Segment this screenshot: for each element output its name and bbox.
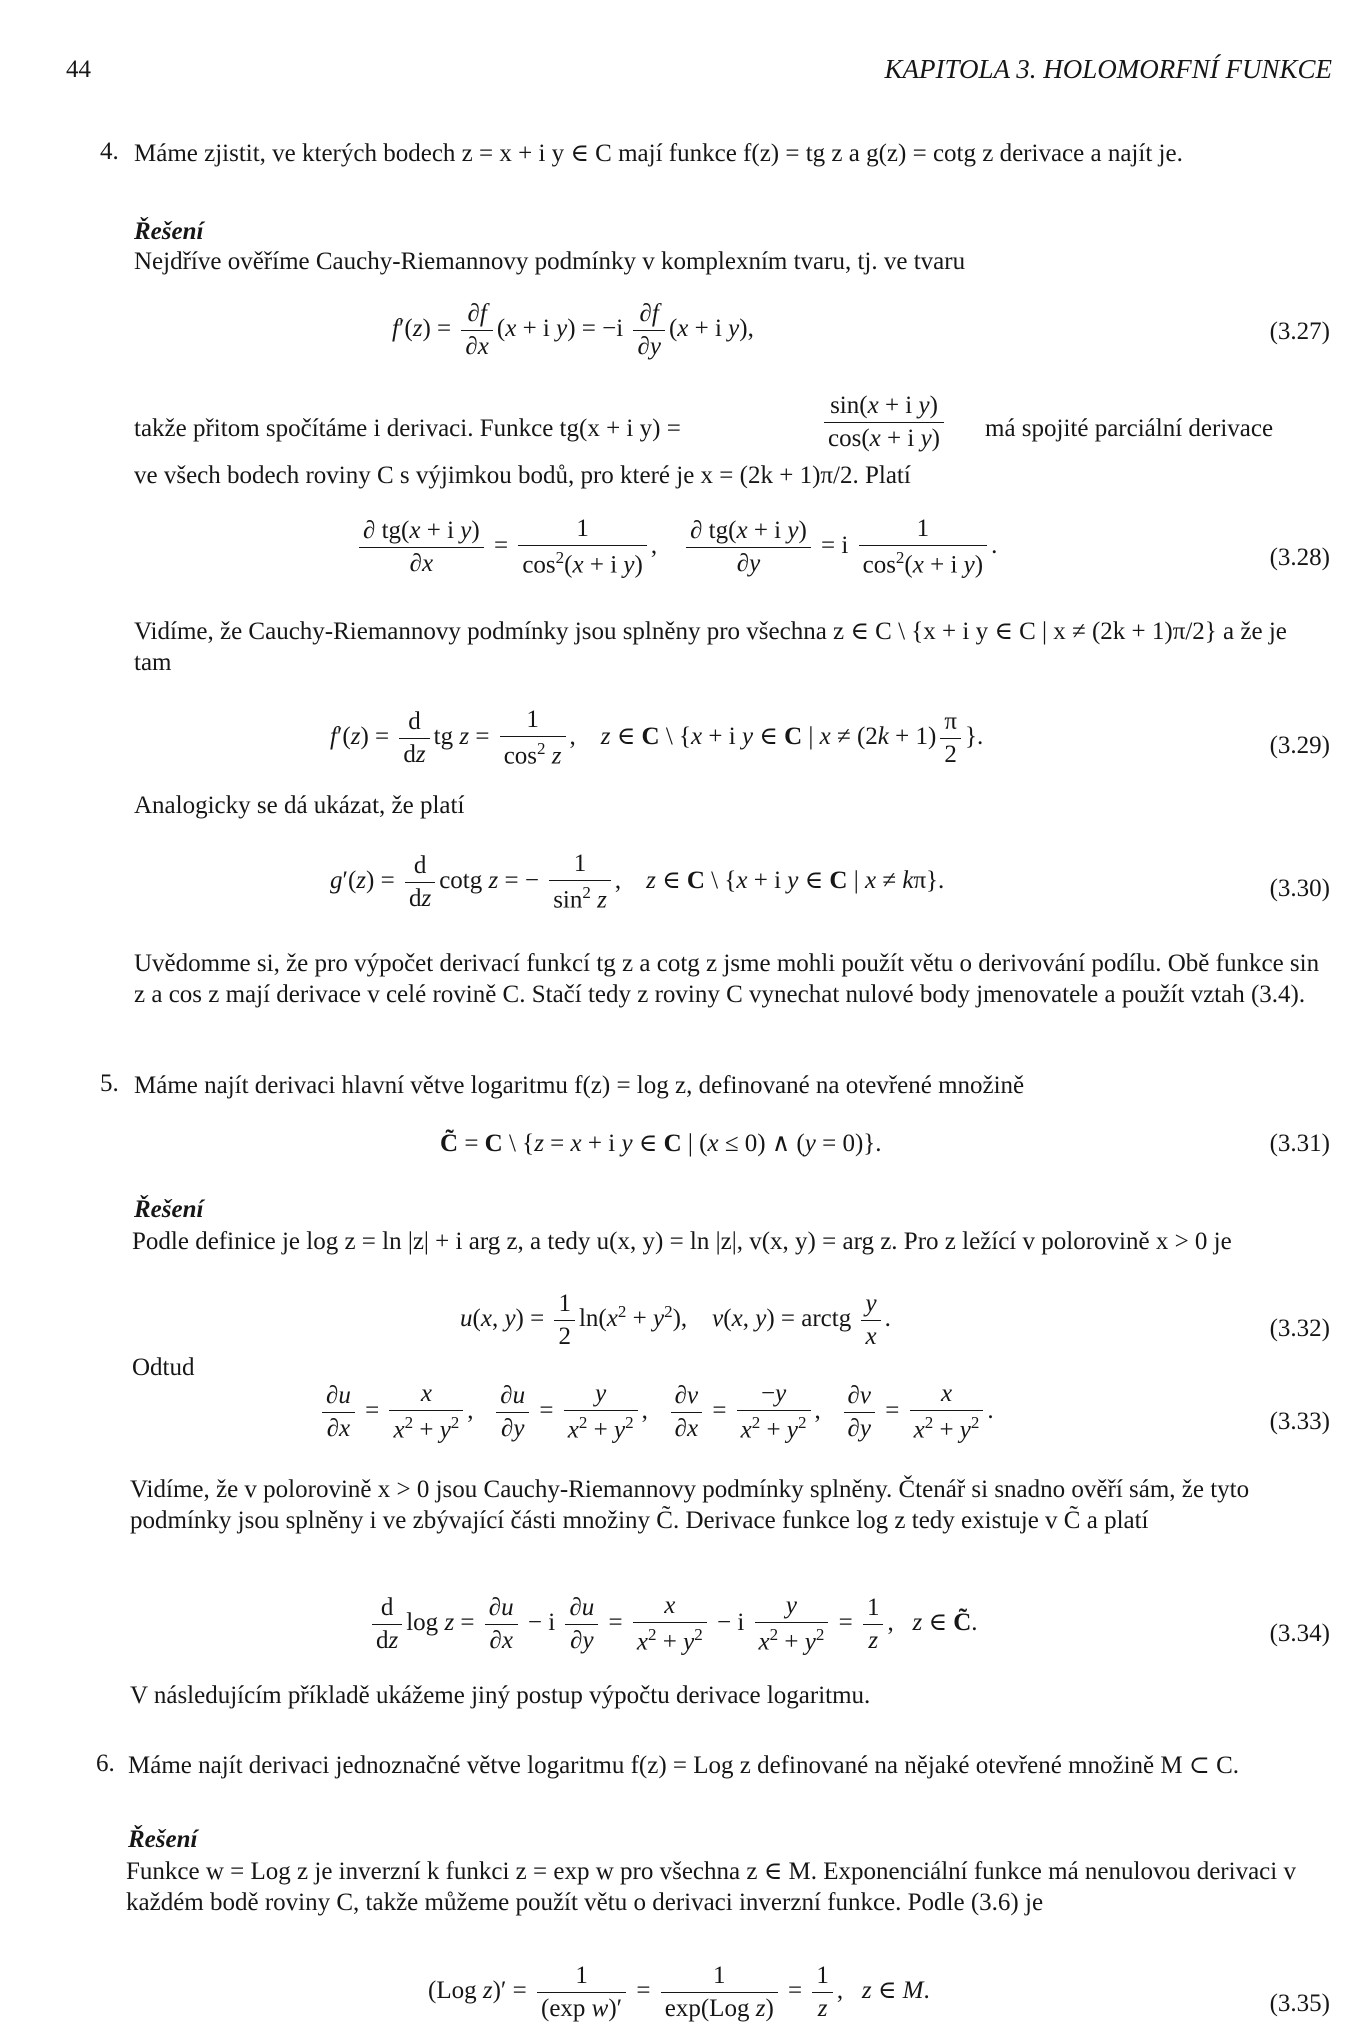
solution-label-4: Řešení	[134, 218, 204, 245]
page-number: 44	[66, 56, 91, 83]
equation-number-3-33: (3.33)	[1269, 1408, 1330, 1435]
equation-3-33: $\frac{\partial u}{\partial x}$ = $\frac{x}{x^2 + y^2}$ , $\frac{\partial u}{\partial y}$ = $\frac{y}{x^2 + y^2}$ , $\frac{\partial v}{\partial x}$ = $\frac{-y}{x^2 + y^2}$ , $\frac{\partial v}{\partial y}$ = $\frac{x}{x^2 + y^2}$ .	[318, 1380, 994, 1444]
equation-3-29: f′(z) = $\frac{d}{dz}$ tg z = $\frac{1}{\cos^2 z}$ , z ∈ C \ {x + i y ∈ C | x ≠ (2k + 1) $\frac{\pi}{2}$ }.	[330, 706, 984, 770]
equation-number-3-28: (3.28)	[1269, 544, 1330, 571]
equation-3-34: $\frac{d}{dz}$ log z = $\frac{\partial u}{\partial x}$ − i $\frac{\partial u}{\partial y}$ = $\frac{x}{x^2 + y^2}$ − i $\frac{y}{x^2 + y^2}$ = $\frac{1}{z}$ , z ∈ C̃.	[368, 1592, 978, 1656]
problem-5-statement: Máme najít derivaci hlavní větve logaritmu f(z) = log z, definované na otevřené množině	[134, 1072, 1025, 1099]
equation-number-3-27: (3.27)	[1269, 318, 1330, 345]
problem-4-statement: Máme zjistit, ve kterých bodech z = x + i y ∈ C mají funkce f(z) = tg z a g(z) = cotg z derivace a najít je.	[134, 140, 1183, 167]
equation-3-30: g′(z) = $\frac{d}{dz}$ cotg z = − $\frac{1}{\sin^2 z}$ , z ∈ C \ {x + i y ∈ C | x ≠ kπ}.	[330, 850, 945, 914]
problem-5-paragraph-1: Podle definice je log z = ln |z| + i arg z, a tedy u(x, y) = ln |z|, v(x, y) = arg z. Pro z ležící v polorovině x > 0 je	[132, 1228, 1232, 1255]
equation-number-3-32: (3.32)	[1269, 1315, 1330, 1342]
problem-5-number: 5.	[100, 1070, 119, 1097]
problem-4-paragraph-4: Analogicky se dá ukázat, že platí	[134, 792, 465, 819]
problem-6-paragraph-1: Funkce w = Log z je inverzní k funkci z = exp w pro všechna z ∈ M. Exponenciální funkce má nenulovou derivaci v každém bodě roviny C, takže můžeme použít větu o derivaci inverzní funkce. Podle (3.6) je	[126, 1858, 1296, 1916]
problem-6-number: 6.	[96, 1750, 115, 1777]
problem-4-number: 4.	[100, 138, 119, 165]
equation-number-3-30: (3.30)	[1269, 875, 1330, 902]
problem-5-paragraph-3: V následujícím příkladě ukážeme jiný postup výpočtu derivace logaritmu.	[130, 1682, 871, 1709]
equation-3-32: u(x, y) = $\frac{1}{2}$ $\ln(x^2 + y^2)$, v(x, y) = arctg $\frac{y}{x}$ .	[460, 1290, 891, 1350]
equation-number-3-29: (3.29)	[1269, 732, 1330, 759]
problem-4-paragraph-2a: takže přitom spočítáme i derivaci. Funkce tg(x + i y) =	[134, 415, 681, 442]
equation-number-3-35: (3.35)	[1269, 1990, 1330, 2017]
problem-5-paragraph-2: Vidíme, že v polorovině x > 0 jsou Cauchy-Riemannovy podmínky splněny. Čtenář si snadno ověří sám, že tyto podmínky jsou splněny i ve zbývající části množiny C̃. Derivace funkce log z tedy existuje v C̃ a platí	[130, 1476, 1250, 1534]
equation-number-3-31: (3.31)	[1269, 1130, 1330, 1157]
equation-3-31: C̃ = C \ {z = x + i y ∈ C | (x ≤ 0) ∧ (y = 0)}.	[440, 1130, 882, 1157]
equation-3-28: $\frac{\text{∂ tg(x + i y)}}{\partial x}$ = $\frac{1}{\cos^2(x + i y)}$ , $\frac{\text{∂ tg(x + i y)}}{\partial y}$ = i $\frac{1}{\cos^2(x + i y)}$ .	[355, 515, 997, 579]
tg-fraction: $\frac{\text{sin(x + i y)}}{\text{cos(x + i y)}}$	[820, 392, 948, 453]
equation-number-3-34: (3.34)	[1269, 1620, 1330, 1647]
problem-4-paragraph-3: Vidíme, že Cauchy-Riemannovy podmínky jsou splněny pro všechna z ∈ C \ {x + i y ∈ C | x ≠ (2k + 1)π/2} a že je tam	[134, 618, 1287, 676]
problem-4-paragraph-2b: má spojité parciální derivace	[985, 415, 1274, 442]
odtud-label: Odtud	[132, 1354, 195, 1381]
problem-4-paragraph-5: Uvědomme si, že pro výpočet derivací funkcí tg z a cotg z jsme mohli použít větu o derivování podílu. Obě funkce sin z a cos z mají derivace v celé rovině C. Stačí tedy z roviny C vynechat nulové body jmenovatele a použít vztah (3.4).	[134, 950, 1320, 1008]
problem-4-paragraph-2c: ve všech bodech roviny C s výjimkou bodů, pro které je x = (2k + 1)π/2. Platí	[134, 462, 911, 489]
solution-label-6: Řešení	[128, 1826, 198, 1853]
problem-4-paragraph-1: Nejdříve ověříme Cauchy-Riemannovy podmínky v komplexním tvaru, tj. ve tvaru	[134, 248, 966, 275]
equation-3-27: f′(z) = $\frac{\partial f}{\partial x}$ (x + i y) = −i $\frac{\partial f}{\partial y}$ (x + i y),	[392, 300, 754, 360]
chapter-title: KAPITOLA 3. HOLOMORFNÍ FUNKCE	[884, 54, 1332, 84]
problem-6-statement: Máme najít derivaci jednoznačné větve logaritmu f(z) = Log z definované na nějaké otevřené množině M ⊂ C.	[128, 1752, 1239, 1779]
equation-3-35: (Log z)′ = $\frac{1}{\text{(exp w)′}}$ = $\frac{1}{\text{exp(Log z)}}$ = $\frac{1}{z}$ , z ∈ M.	[428, 1962, 930, 2022]
solution-label-5: Řešení	[134, 1196, 204, 1223]
